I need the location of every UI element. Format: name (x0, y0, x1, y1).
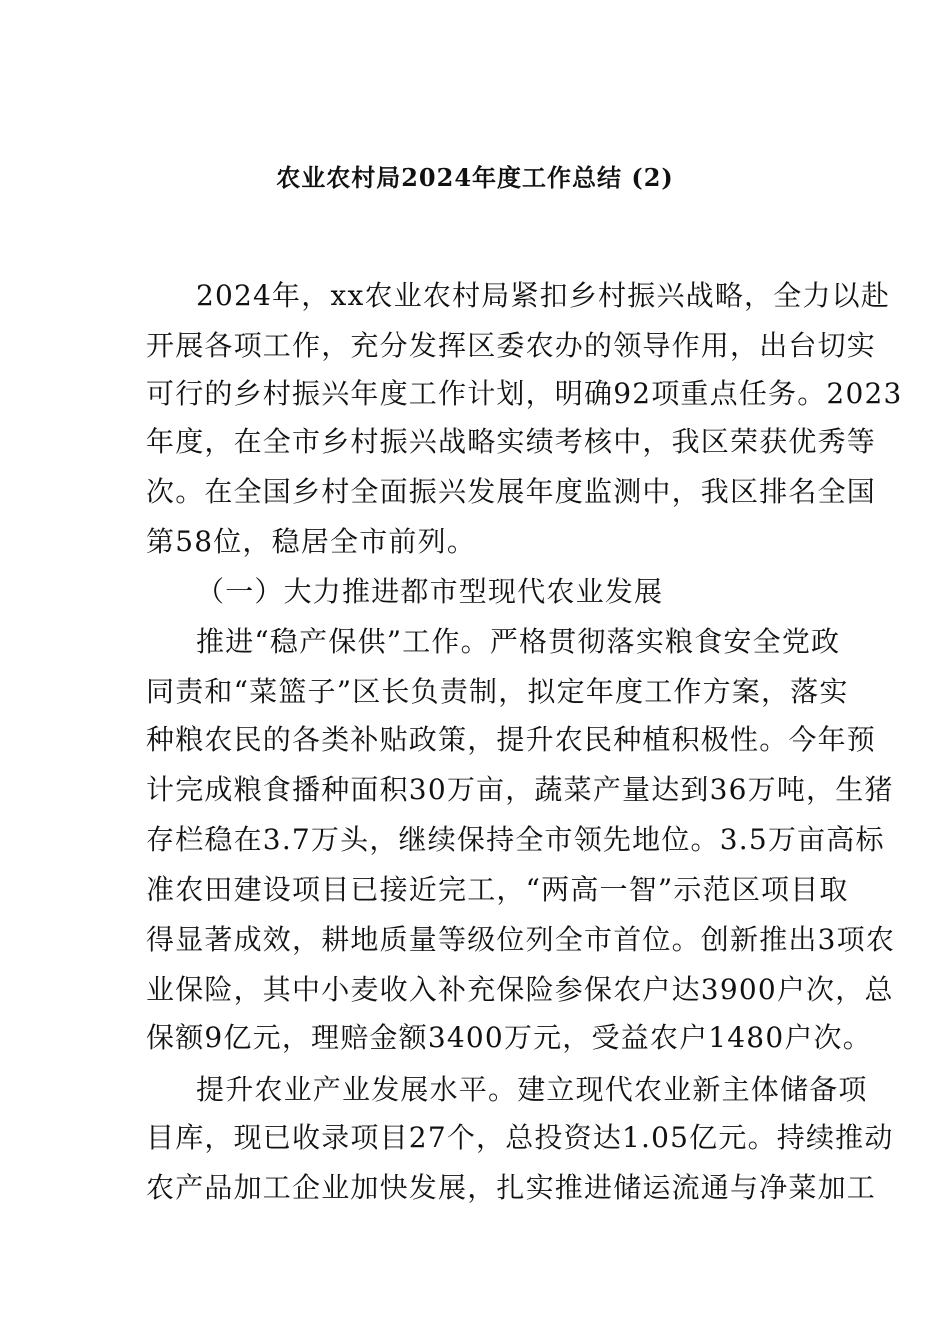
paragraph-1-line-6: 第58位，稳居全市前列。 (146, 525, 477, 558)
paragraph-1-line-5: 次。在全国乡村全面振兴发展年度监测中，我区排名全国 (146, 475, 877, 508)
paragraph-1-line-4: 年度，在全市乡村振兴战略实绩考核中，我区荣获优秀等 (146, 425, 877, 458)
document-title: 农业农村局2024年度工作总结 (2) (276, 163, 674, 192)
paragraph-2-line-8: 业保险，其中小麦收入补充保险参保农户达3900户次，总 (146, 973, 894, 1006)
paragraph-1-line-2: 开展各项工作，充分发挥区委农办的领导作用，出台切实 (146, 329, 877, 362)
paragraph-2-line-3: 种粮农民的各类补贴政策，提升农民种植积极性。今年预 (146, 723, 877, 756)
paragraph-2-line-4: 计完成粮食播种面积30万亩，蔬菜产量达到36万吨，生猪 (146, 773, 894, 806)
paragraph-2-line-7: 得显著成效，耕地质量等级位列全市首位。创新推出3项农 (146, 923, 896, 956)
paragraph-2-line-9: 保额9亿元，理赔金额3400万元，受益农户1480户次。 (146, 1021, 872, 1054)
paragraph-3-line-2: 目库，现已收录项目27个，总投资达1.05亿元。持续推动 (146, 1121, 894, 1154)
paragraph-1-line-1: 2024年，xx农业农村局紧扣乡村振兴战略，全力以赴 (196, 279, 891, 312)
paragraph-1-line-3: 可行的乡村振兴年度工作计划，明确92项重点任务。2023 (146, 377, 903, 410)
section-heading: （一）大力推进都市型现代农业发展 (196, 575, 664, 608)
paragraph-3-line-1: 提升农业产业发展水平。建立现代农业新主体储备项 (196, 1073, 868, 1106)
paragraph-3-line-3: 农产品加工企业加快发展，扎实推进储运流通与净菜加工 (146, 1171, 877, 1204)
paragraph-2-line-1: 推进“稳产保供”工作。严格贯彻落实粮食安全党政 (196, 625, 841, 658)
paragraph-2-line-6: 准农田建设项目已接近完工，“两高一智”示范区项目取 (146, 873, 849, 906)
paragraph-2-line-5: 存栏稳在3.7万头，继续保持全市领先地位。3.5万亩高标 (146, 823, 885, 856)
paragraph-2-line-2: 同责和“菜篮子”区长负责制，拟定年度工作方案，落实 (146, 675, 849, 708)
